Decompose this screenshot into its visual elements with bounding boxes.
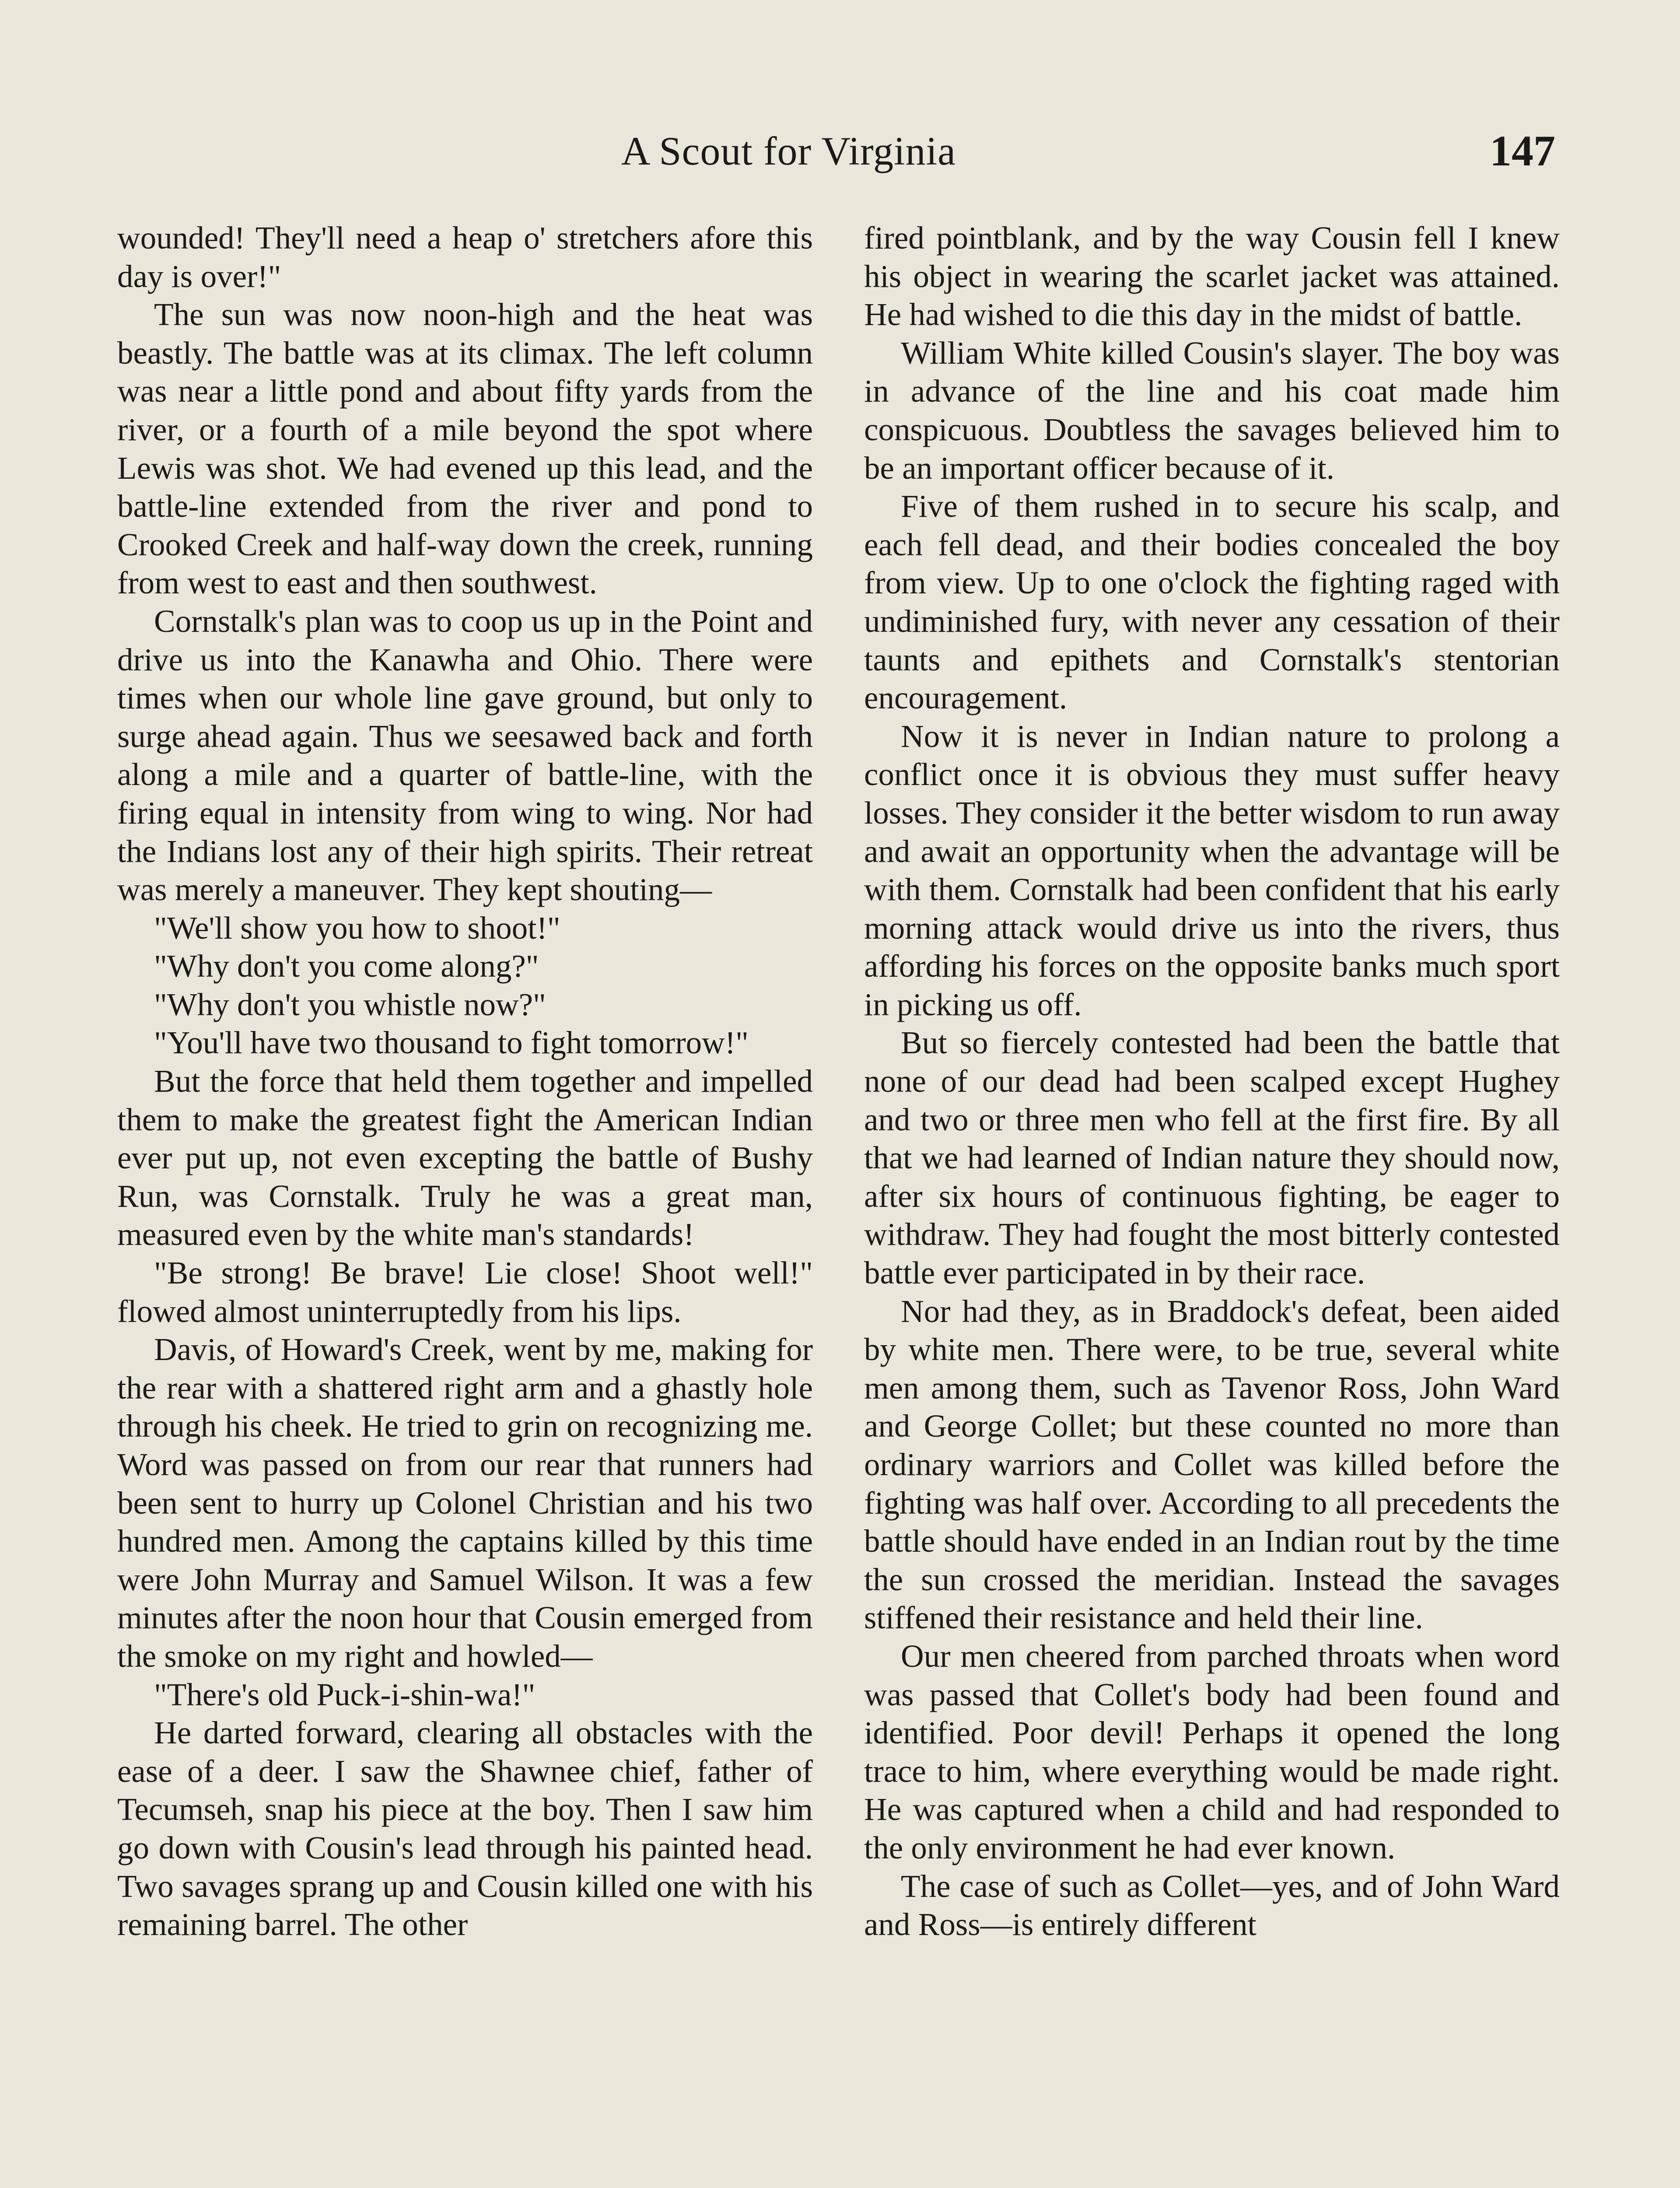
running-head bbox=[0, 123, 1680, 179]
paragraph: "Why don't you whistle now?" bbox=[154, 986, 546, 1022]
paragraph: "You'll have two thousand to fight tomorrow!" bbox=[154, 1025, 749, 1061]
paragraph: "We'll show you how to shoot!" bbox=[154, 910, 560, 946]
paragraph: "There's old Puck-i-shin-wa!" bbox=[154, 1676, 536, 1712]
paragraph: The sun was now noon-high and the heat was beastly. The battle was at its climax. The left column was near a little pond and about fifty yards from the river, or a fourth of a mile beyond the spot where Lewis was shot. We had evened up this lead, and the battle-line extended from the river and pond to Crooked Creek and half-way down the creek, running from west to east and then southwest. bbox=[117, 297, 813, 601]
paragraph: Five of them rushed in to secure his scalp, and each fell dead, and their bodies concealed the boy from view. Up to one o'clock the fighting raged with undiminished fury, with never any cessation of their taunts and epithets and Cornstalk's stentorian encouragement. bbox=[864, 488, 1560, 716]
paragraph: "Be strong! Be brave! Lie close! Shoot well!" flowed almost uninterruptedly from his lips. bbox=[117, 1255, 813, 1329]
paragraph: wounded! They'll need a heap o' stretchers afore this day is over!" bbox=[117, 220, 813, 294]
paragraph: But so fiercely contested had been the battle that none of our dead had been scalped except Hughey and two or three men who fell at the first fire. By all that we had learned of Indian nature they should now, after six hours of continuous fighting, be eager to withdraw. They had fought the most bitterly contested battle ever participated in by their race. bbox=[864, 1025, 1560, 1291]
paragraph: Our men cheered from parched throats when word was passed that Collet's body had been found and identified. Poor devil! Perhaps it opened the long trace to him, where everything would be made right. He was captured when a child and had responded to the only environment he had ever known. bbox=[864, 1638, 1560, 1865]
paragraph: Cornstalk's plan was to coop us up in the Point and drive us into the Kanawha and Ohio. There were times when our whole line gave ground, but only to surge ahead again. Thus we seesawed back and forth along a mile and a quarter of battle-line, with the firing equal in intensity from wing to wing. Nor had the Indians lost any of their high spirits. Their retreat was merely a maneuver. They kept shouting— bbox=[117, 603, 813, 908]
left-text-column bbox=[117, 219, 813, 1944]
paragraph: William White killed Cousin's slayer. The boy was in advance of the line and his coat made him conspicuous. Doubtless the savages believed him to be an important officer because of it. bbox=[864, 335, 1560, 486]
page-number: 147 bbox=[1490, 126, 1555, 175]
paragraph: Davis, of Howard's Creek, went by me, making for the rear with a shattered right arm and a ghastly hole through his cheek. He tried to grin on recognizing me. Word was passed on from our rear that runners had been sent to hurry up Colonel Christian and his two hundred men. Among the captains killed by this time were John Murray and Samuel Wilson. It was a few minutes after the noon hour that Cousin emerged from the smoke on my right and howled— bbox=[117, 1332, 813, 1674]
paragraph: fired pointblank, and by the way Cousin fell I knew his object in wearing the scarlet jacket was attained. He had wished to die this day in the midst of battle. bbox=[864, 220, 1560, 333]
paragraph: But the force that held them together and impelled them to make the greatest fight the American Indian ever put up, not even excepting the battle of Bushy Run, was Cornstalk. Truly he was a great man, measured even by the white man's standards! bbox=[117, 1063, 813, 1252]
paragraph: The case of such as Collet—yes, and of John Ward and Ross—is entirely different bbox=[864, 1868, 1560, 1943]
paragraph: "Why don't you come along?" bbox=[154, 948, 539, 984]
paragraph: He darted forward, clearing all obstacles with the ease of a deer. I saw the Shawnee chief, father of Tecumseh, snap his piece at the boy. Then I saw him go down with Cousin's lead through his painted head. Two savages sprang up and Cousin killed one with his remaining barrel. The other bbox=[117, 1715, 813, 1943]
page-title: A Scout for Virginia bbox=[621, 129, 956, 173]
paragraph: Nor had they, as in Braddock's defeat, been aided by white men. There were, to be true, several white men among them, such as Tavenor Ross, John Ward and George Collet; but these counted no more than ordinary warriors and Collet was killed before the fighting was half over. According to all precedents the battle should have ended in an Indian rout by the time the sun crossed the meridian. Instead the savages stiffened their resistance and held their line. bbox=[864, 1293, 1560, 1636]
right-text-column bbox=[864, 219, 1560, 1944]
paragraph: Now it is never in Indian nature to prolong a conflict once it is obvious they must suffer heavy losses. They consider it the better wisdom to run away and await an opportunity when the advantage will be with them. Cornstalk had been confident that his early morning attack would drive us into the rivers, thus affording his forces on the opposite banks much sport in picking us off. bbox=[864, 718, 1560, 1022]
